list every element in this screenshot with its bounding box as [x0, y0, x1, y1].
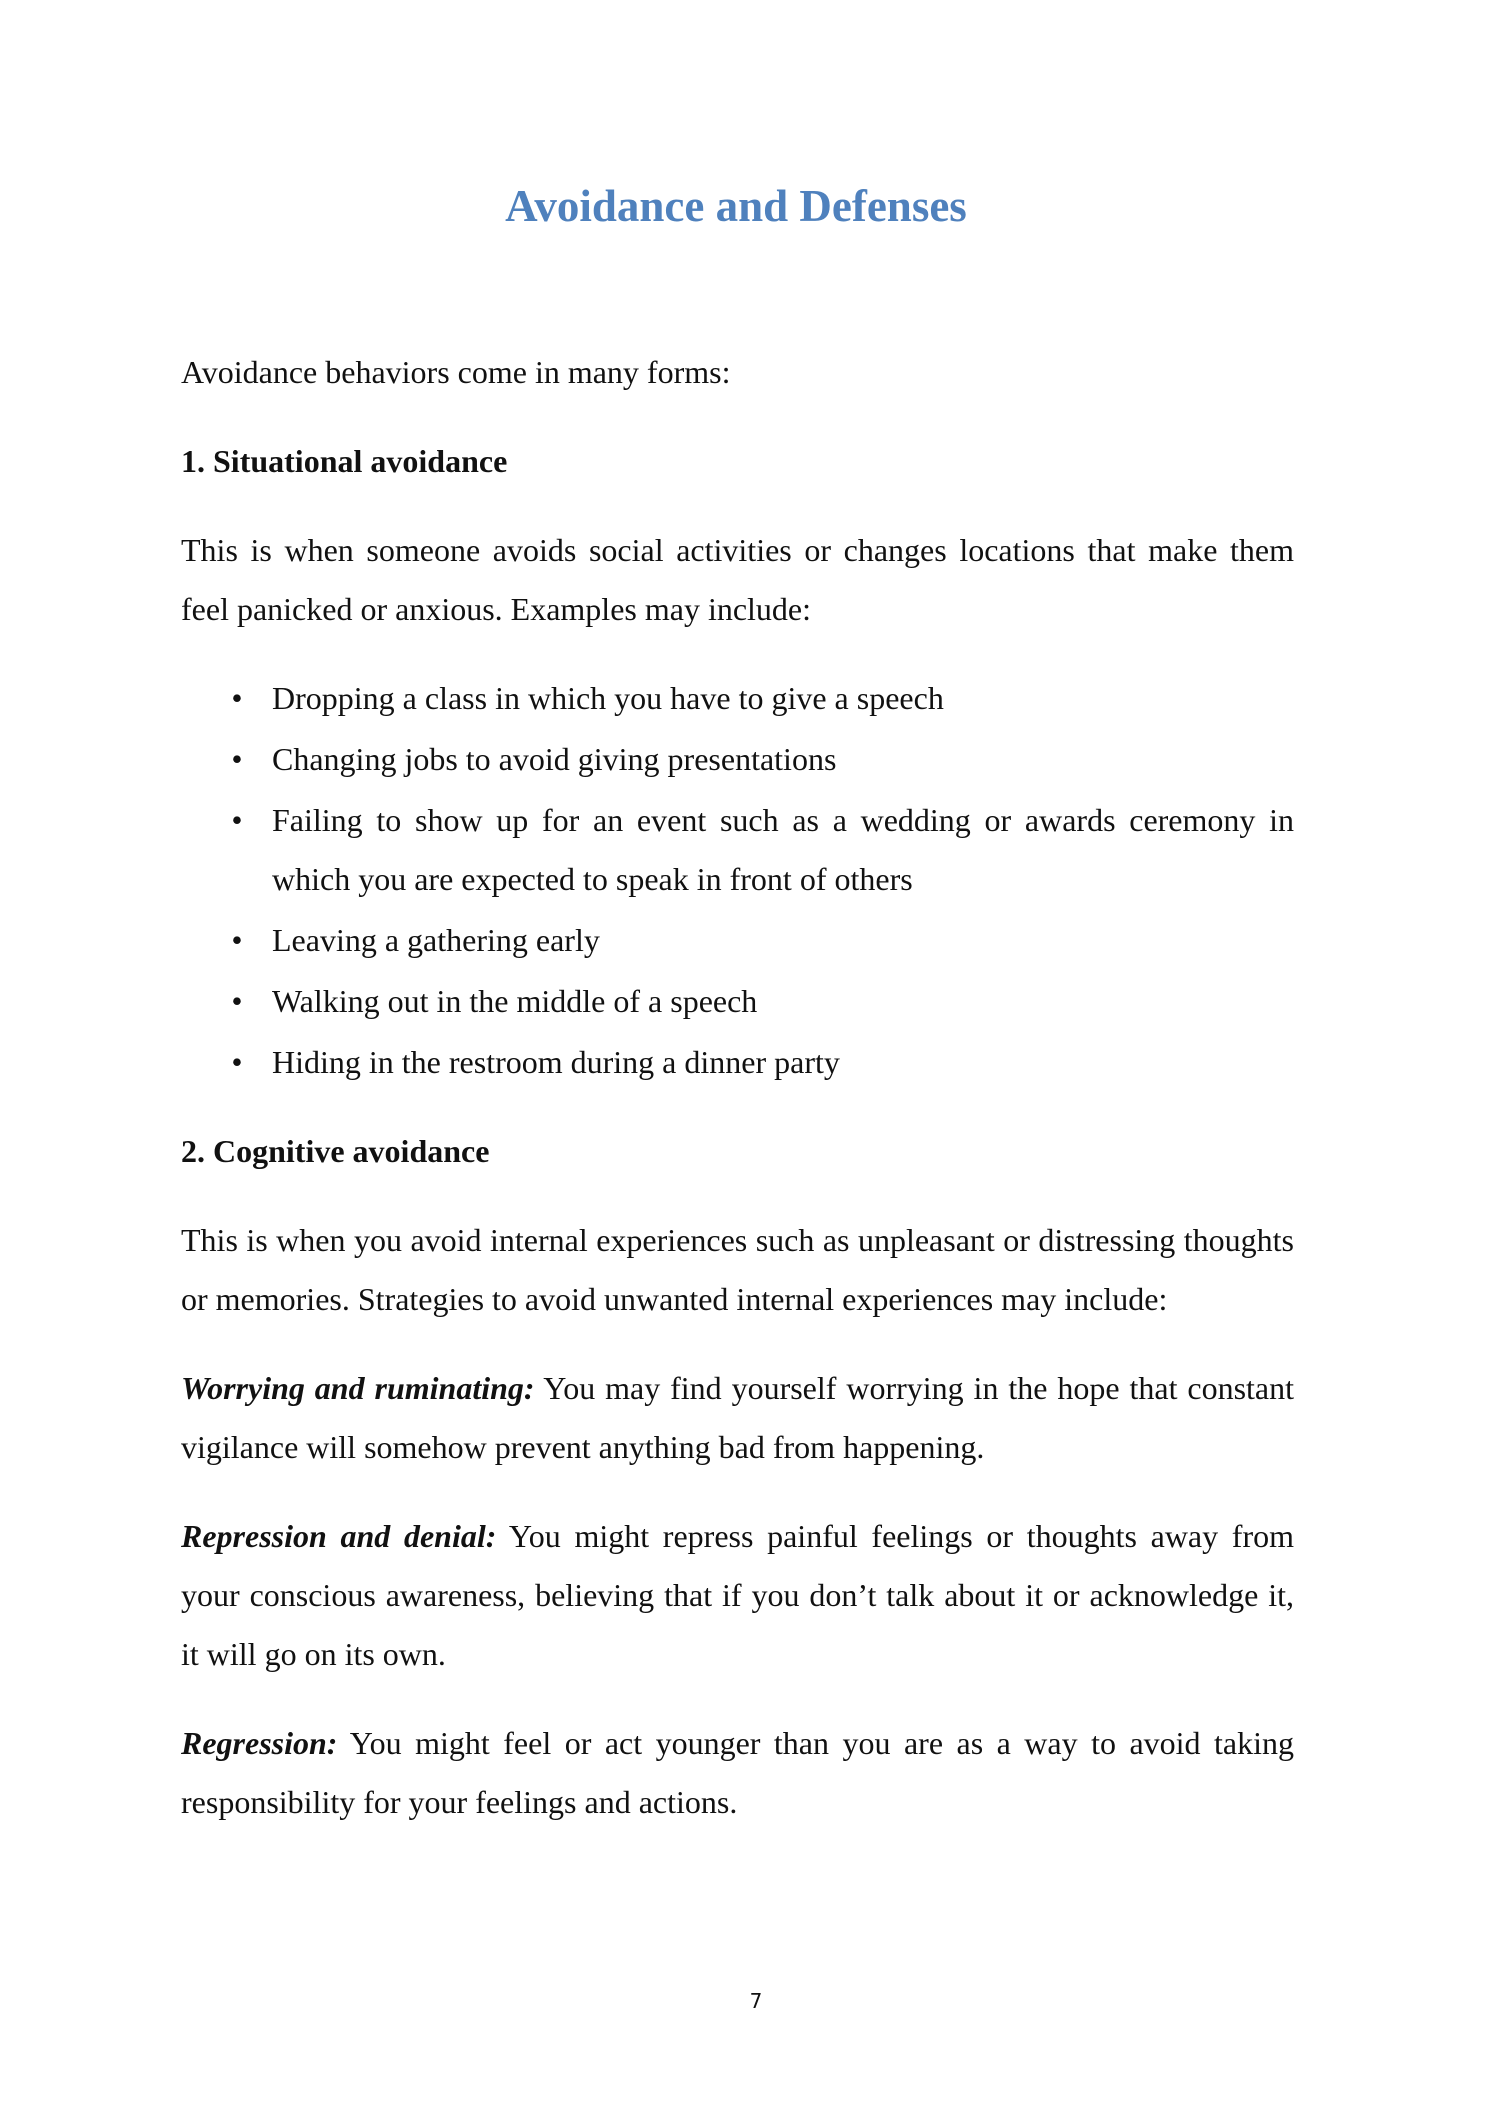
strategy-term: Regression:: [181, 1725, 338, 1761]
list-item: [231, 911, 1294, 970]
intro-paragraph: Avoidance behaviors come in many forms:: [181, 354, 731, 390]
bullet-icon: •: [231, 680, 243, 716]
strategy-text: You might feel or act younger than you are as a way to avoid taking responsibility for your feelings and actions.: [181, 1725, 1294, 1820]
page-number: 7: [749, 1989, 763, 2013]
list-item: [231, 972, 1294, 1031]
list-item: [231, 730, 1294, 789]
strategy-worrying: [181, 1359, 1294, 1477]
section-heading-situational: 1. Situational avoidance: [181, 443, 508, 479]
strategy-term: Repression and denial:: [181, 1518, 497, 1554]
list-item: [231, 791, 1294, 909]
bullet-icon: •: [231, 983, 243, 1019]
strategy-text: You might repress painful feelings or thoughts away from your conscious awareness, believing that if you don’t talk about it or acknowledge it, it will go on its own.: [181, 1518, 1295, 1672]
section-paragraph-cognitive: This is when you avoid internal experiences such as unpleasant or distressing thoughts or memories. Strategies to avoid unwanted internal experiences may include:: [181, 1222, 1294, 1317]
strategy-term: Worrying and ruminating:: [181, 1370, 535, 1406]
list-item-text: Hiding in the restroom during a dinner party: [272, 1044, 840, 1080]
strategy-text: You may find yourself worrying in the hope that constant vigilance will somehow prevent anything bad from happening.: [181, 1370, 1295, 1465]
section-paragraph-situational: This is when someone avoids social activities or changes locations that make them feel panicked or anxious. Examples may include:: [181, 532, 1294, 627]
list-item-text: Changing jobs to avoid giving presentations: [272, 741, 837, 777]
document-body: [181, 343, 1294, 1862]
bullet-icon: •: [231, 802, 243, 838]
bullet-icon: •: [231, 741, 243, 777]
section-heading-cognitive: 2. Cognitive avoidance: [181, 1133, 490, 1169]
bullet-icon: •: [231, 922, 243, 958]
strategy-regression: [181, 1714, 1294, 1832]
list-item-text: Failing to show up for an event such as a wedding or awards ceremony in which you are expected to speak in front of others: [272, 802, 1294, 897]
list-item-text: Dropping a class in which you have to give a speech: [272, 680, 944, 716]
list-item: [231, 1033, 1294, 1092]
bullet-icon: •: [231, 1044, 243, 1080]
strategy-repression: [181, 1507, 1294, 1684]
list-item-text: Leaving a gathering early: [272, 922, 600, 958]
list-item: [231, 669, 1294, 728]
situational-examples-list: [181, 669, 1294, 1092]
list-item-text: Walking out in the middle of a speech: [272, 983, 758, 1019]
page-title: Avoidance and Defenses: [505, 181, 967, 231]
